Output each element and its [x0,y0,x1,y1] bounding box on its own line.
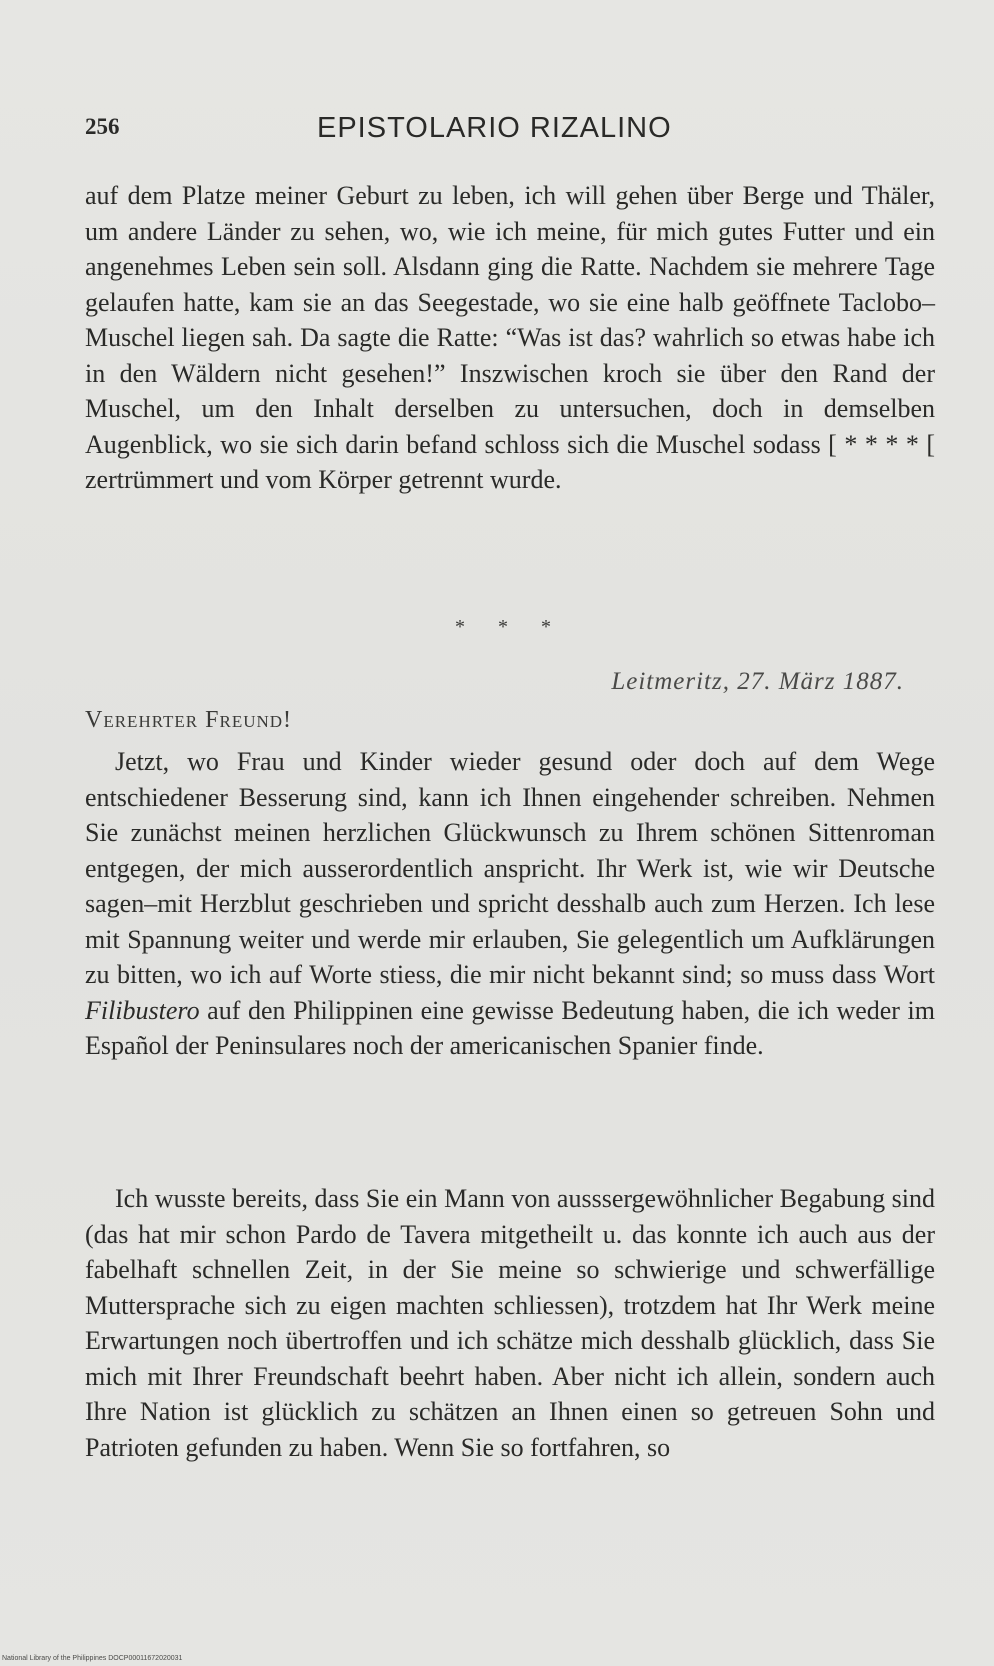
paragraph-1-text: auf dem Platze meiner Geburt zu leben, ich will gehen über Berge und Thäler, um andere Länder zu sehen, wo, wie ich meine, für mich gutes Futter und ein angenehmes Leben sein soll. Alsdann ging die Ratte. Nachdem sie mehrere Tage gelaufen hatte, kam sie an das Seegestade, wo sie eine halb geöffnete Taclobo–Muschel liegen sah. Da sagte die Ratte: “Was ist das? wahrlich so etwas habe ich in den Wäldern nicht gesehen!” Inszwischen kroch sie über den Rand der Muschel, um den Inhalt derselben zu untersuchen, doch in demselben Augenblick, wo sie sich darin befand schloss sich die Muschel sodass [ * * * * [ zertrümmert und vom Körper getrennt wurde. [85,181,935,494]
paragraph-letter-2 [85,1181,935,1465]
section-separator: * * * [455,616,565,638]
page-header [85,112,935,152]
paragraph-letter-1 [85,744,935,1064]
paragraph-2-part-1: Jetzt, wo Frau und Kinder wieder gesund oder doch auf dem Wege entschiedener Besserung sind, kann ich Ihnen eingehender schreiben. Nehmen Sie zunächst meinen herzlichen Glückwunsch zu Ihrem schönen Sittenroman entgegen, der mich ausserordentlich anspricht. Ihr Werk ist, wie wir Deutsche sagen–mit Herzblut geschrieben und spricht desshalb auch zum Herzen. Ich lese mit Spannung weiter und werde mir erlauben, Sie gelegentlich um Aufklärungen zu bitten, wo ich auf Worte stiess, die mir nicht bekannt sind; so muss dass Wort [85,747,935,989]
letter-dateline: Leitmeritz, 27. März 1887. [611,668,904,695]
letter-salutation: Verehrter Freund! [85,707,293,733]
paragraph-2-part-2: auf den Philippinen eine gewisse Bedeutung haben, die ich weder im Español der Peninsulares noch der americanischen Spanier finde. [85,995,935,1060]
paragraph-3-text: Ich wusste bereits, dass Sie ein Mann von ausssergewöhnlicher Begabung sind (das hat mir schon Pardo de Tavera mitgetheilt u. das konnte ich auch aus der fabelhaft schnellen Zeit, in der Sie meine so schwierige und schwerfällige Muttersprache sich zu eigen machten schliessen), trotzdem hat Ihr Werk meine Erwartungen noch übertroffen und ich schätze mich desshalb glücklich, dass Sie mich mit Ihrer Freundschaft beehrt haben. Aber nicht ich allein, sondern auch Ihre Nation ist glücklich zu schätzen an Ihnen einen so getreuen Sohn und Patrioten gefunden zu haben. Wenn Sie so fortfahren, so [85,1184,935,1462]
paragraph-rat-story [85,178,935,498]
italic-term: Filibustero [85,995,200,1025]
running-title: EPISTOLARIO RIZALINO [317,112,672,144]
paragraph-2-text [85,744,935,1064]
page-number: 256 [85,114,120,139]
scan-footer-credit: National Library of the Philippines DOCP00011672020031 [2,1655,183,1662]
